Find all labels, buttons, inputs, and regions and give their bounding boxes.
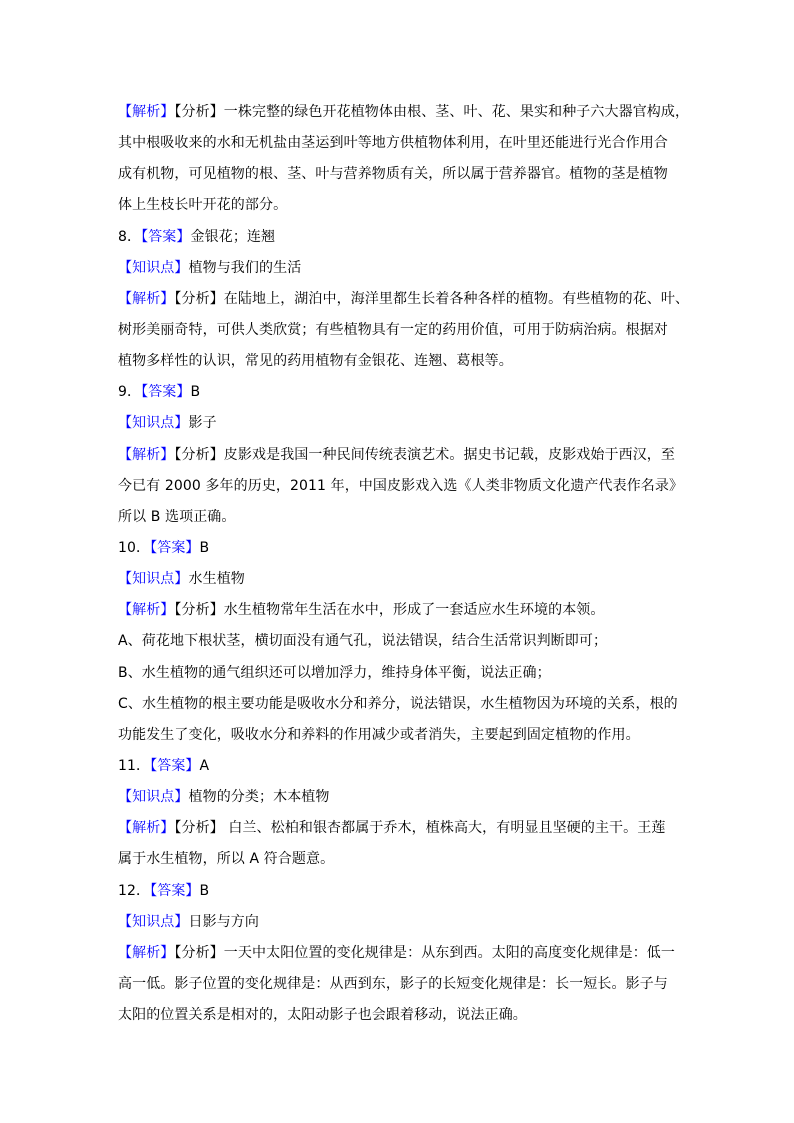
text-line xyxy=(118,844,698,875)
text-line xyxy=(118,284,698,315)
body-text: 11． xyxy=(118,757,151,774)
text-line xyxy=(118,938,698,969)
section-label: 【答案】 xyxy=(150,539,200,556)
text-line xyxy=(118,907,698,938)
body-text: 【分析】水生植物常年生活在水中，形成了一套适应水生环境的本领。 xyxy=(174,602,605,619)
section-label: 【解析】 xyxy=(118,820,175,837)
text-line xyxy=(118,502,698,533)
body-text: 【分析】 白兰、松柏和银杏都属于乔木，植株高大，有明显且坚硬的主干。王莲 xyxy=(174,820,666,837)
body-text: 所以 B 选项正确。 xyxy=(118,508,236,525)
text-line xyxy=(118,128,698,159)
body-text: 成有机物，可见植物的根、茎、叶与营养物质有关，所以属于营养器官。植物的茎是植物 xyxy=(118,166,668,183)
body-text: 影子 xyxy=(188,415,217,432)
body-text: 12． xyxy=(118,882,151,899)
text-line xyxy=(118,626,698,657)
body-text: 10． xyxy=(118,539,151,556)
text-line xyxy=(118,782,698,813)
body-text: 太阳的位置关系是相对的，太阳动影子也会跟着移动，说法正确。 xyxy=(118,1007,527,1024)
answer-analysis-document xyxy=(118,97,698,1031)
text-line xyxy=(118,377,698,408)
body-text: B、水生植物的通气组织还可以增加浮力，维持身体平衡，说法正确； xyxy=(118,664,551,681)
section-label: 【解析】 xyxy=(118,104,175,120)
body-text: 【分析】一株完整的绿色开花植物体由根、茎、叶、花、果实和种子六大器官构成， xyxy=(174,104,690,120)
section-label: 【答案】 xyxy=(150,757,200,774)
text-line xyxy=(118,190,698,221)
text-line xyxy=(118,440,698,471)
body-text: 植物的分类；木本植物 xyxy=(188,789,330,806)
body-text: 【分析】在陆地上，湖泊中，海洋里都生长着各种各样的植物。有些植物的花、叶、 xyxy=(174,290,690,307)
section-label: 【答案】 xyxy=(141,228,191,245)
text-line xyxy=(118,533,698,564)
text-line xyxy=(118,658,698,689)
body-text: 植物多样性的认识，常见的药用植物有金银花、连翘、葛根等。 xyxy=(118,353,513,370)
body-text: A xyxy=(199,757,210,774)
body-text: 体上生枝长叶开花的部分。 xyxy=(118,197,288,214)
body-text: 植物与我们的生活 xyxy=(188,259,302,276)
text-line xyxy=(118,969,698,1000)
text-line xyxy=(118,315,698,346)
body-text: 【分析】一天中太阳位置的变化规律是：从东到西。太阳的高度变化规律是：低一 xyxy=(174,944,676,961)
text-line xyxy=(118,253,698,284)
text-line xyxy=(118,408,698,439)
body-text: A、荷花地下根状茎，横切面没有通气孔，说法错误，结合生活常识判断即可； xyxy=(118,633,608,650)
body-text: 今已有 2000 多年的历史，2011 年，中国皮影戏入选《人类非物质文化遗产代表作名录》 xyxy=(118,477,684,494)
text-line xyxy=(118,595,698,626)
body-text: B xyxy=(199,882,210,899)
section-label: 【解析】 xyxy=(118,944,175,961)
body-text: 8． xyxy=(118,228,142,245)
body-text: 水生植物 xyxy=(188,571,245,588)
text-line xyxy=(118,689,698,720)
section-label: 【知识点】 xyxy=(118,571,189,588)
body-text: 属于水生植物，所以 A 符合题意。 xyxy=(118,851,335,868)
text-line xyxy=(118,720,698,751)
body-text: B xyxy=(190,384,201,401)
body-text: 日影与方向 xyxy=(188,913,259,930)
body-text: 9． xyxy=(118,384,142,401)
text-line xyxy=(118,564,698,595)
section-label: 【知识点】 xyxy=(118,415,189,432)
section-label: 【答案】 xyxy=(141,384,191,401)
text-line xyxy=(118,471,698,502)
section-label: 【知识点】 xyxy=(118,789,189,806)
text-line xyxy=(118,751,698,782)
text-line xyxy=(118,1000,698,1031)
section-label: 【知识点】 xyxy=(118,259,189,276)
body-text: 【分析】皮影戏是我国一种民间传统表演艺术。据史书记载，皮影戏始于西汉，至 xyxy=(174,446,676,463)
body-text: 金银花；连翘 xyxy=(190,228,276,245)
body-text: 功能发生了变化，吸收水分和养料的作用减少或者消失，主要起到固定植物的作用。 xyxy=(118,726,640,743)
body-text: 高一低。影子位置的变化规律是：从西到东，影子的长短变化规律是：长一短长。影子与 xyxy=(118,975,668,992)
body-text: C、水生植物的根主要功能是吸收水分和养分，说法错误，水生植物因为环境的关系，根的 xyxy=(118,695,678,712)
text-line xyxy=(118,876,698,907)
text-line xyxy=(118,813,698,844)
text-line xyxy=(118,159,698,190)
body-text: B xyxy=(199,539,210,556)
body-text: 其中根吸收来的水和无机盐由茎运到叶等地方供植物体利用，在叶里还能进行光合作用合 xyxy=(118,135,668,152)
section-label: 【解析】 xyxy=(118,290,175,307)
body-text: 树形美丽奇特，可供人类欣赏；有些植物具有一定的药用价值，可用于防病治病。根据对 xyxy=(118,321,668,338)
text-line xyxy=(118,346,698,377)
section-label: 【解析】 xyxy=(118,446,175,463)
section-label: 【知识点】 xyxy=(118,913,189,930)
section-label: 【解析】 xyxy=(118,602,175,619)
text-line xyxy=(118,222,698,253)
section-label: 【答案】 xyxy=(150,882,200,899)
text-line xyxy=(118,97,698,128)
